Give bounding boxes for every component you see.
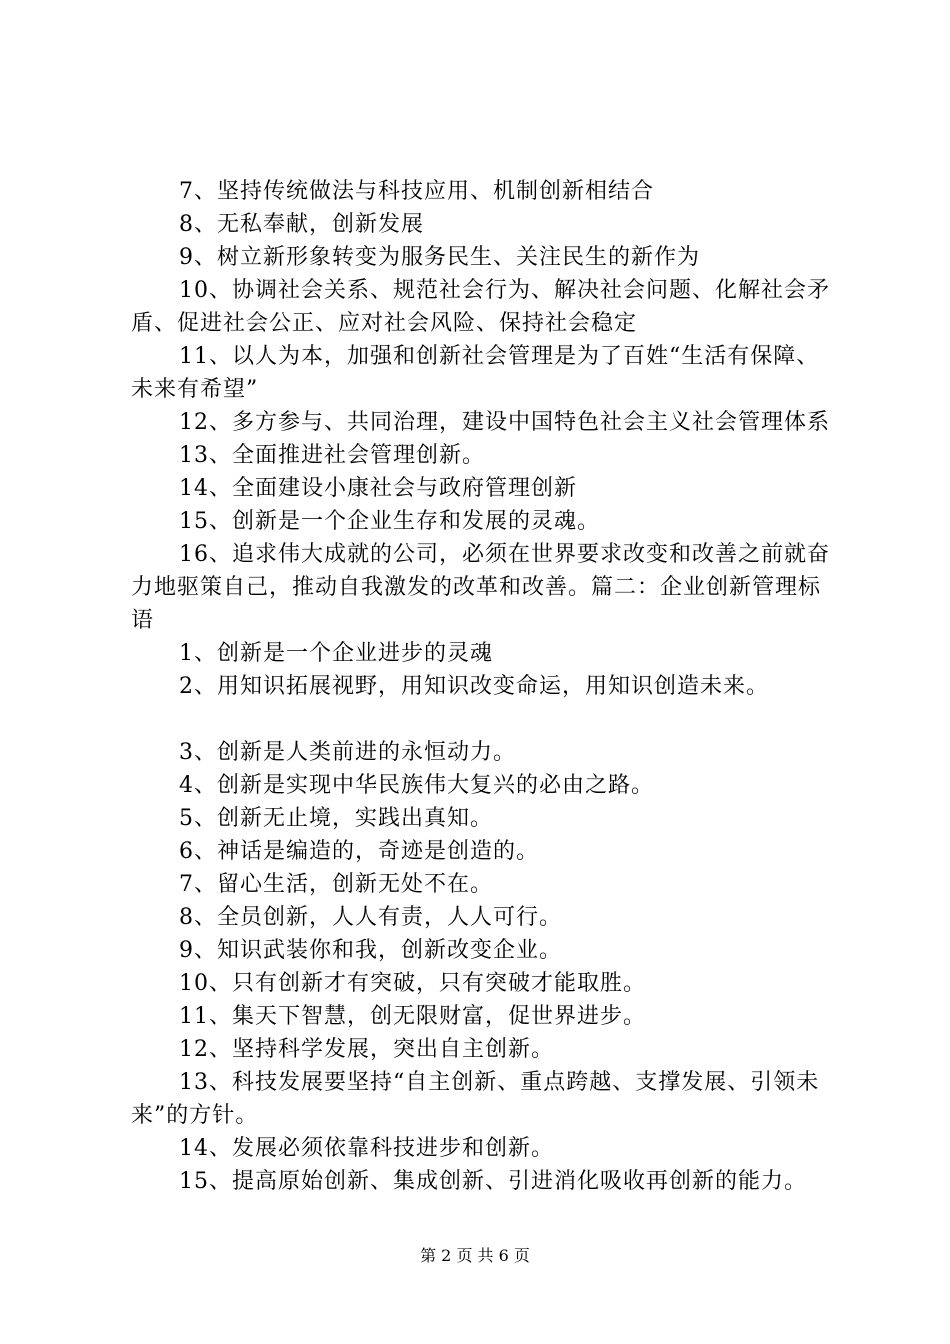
paragraph: 12、坚持科学发展，突出自主创新。 <box>179 1037 554 1062</box>
paragraph: 16、追求伟大成就的公司，必须在世界要求改变和改善之前就奋力地驱策自己，推动自我激发的改革和改善。篇二：企业创新管理标语 <box>131 542 830 633</box>
blank-line <box>131 703 831 736</box>
paragraph: 15、提高原始创新、集成创新、引进消化吸收再创新的能力。 <box>179 1169 807 1194</box>
paragraph: 3、创新是人类前进的永恒动力。 <box>179 740 516 765</box>
paragraph: 9、树立新形象转变为服务民生、关注民生的新作为 <box>179 245 700 270</box>
paragraph: 12、多方参与、共同治理，建设中国特色社会主义社会管理体系 <box>179 410 830 435</box>
paragraph: 15、创新是一个企业生存和发展的灵魂。 <box>179 509 600 534</box>
page-number-footer: 第 2 页 共 6 页 <box>420 1246 530 1265</box>
paragraph: 7、坚持传统做法与科技应用、机制创新相结合 <box>179 179 654 204</box>
paragraph: 5、创新无止境，实践出真知。 <box>179 806 493 831</box>
paragraph: 14、全面建设小康社会与政府管理创新 <box>179 476 577 501</box>
paragraph: 10、只有创新才有突破，只有突破才能取胜。 <box>179 971 646 996</box>
document-body <box>131 175 831 1198</box>
paragraph: 1、创新是一个企业进步的灵魂 <box>179 641 493 666</box>
paragraph: 6、神话是编造的，奇迹是创造的。 <box>179 839 539 864</box>
paragraph: 7、留心生活，创新无处不在。 <box>179 872 493 897</box>
paragraph: 10、协调社会关系、规范社会行为、解决社会问题、化解社会矛盾、促进社会公正、应对社会风险、保持社会稳定 <box>131 278 830 336</box>
paragraph: 2、用知识拓展视野，用知识改变命运，用知识创造未来。 <box>179 674 769 699</box>
paragraph: 11、集天下智慧，创无限财富，促世界进步。 <box>179 1004 646 1029</box>
paragraph: 14、发展必须依靠科技进步和创新。 <box>179 1136 554 1161</box>
paragraph: 8、全员创新，人人有责，人人可行。 <box>179 905 562 930</box>
paragraph: 11、以人为本，加强和创新社会管理是为了百姓“生活有保障、未来有希望” <box>131 344 820 402</box>
paragraph: 4、创新是实现中华民族伟大复兴的必由之路。 <box>179 773 654 798</box>
paragraph: 9、知识武装你和我，创新改变企业。 <box>179 938 562 963</box>
paragraph: 13、全面推进社会管理创新。 <box>179 443 485 468</box>
paragraph: 13、科技发展要坚持“自主创新、重点跨越、支撑发展、引领未来”的方针。 <box>131 1070 820 1128</box>
paragraph: 8、无私奉献，创新发展 <box>179 212 424 237</box>
